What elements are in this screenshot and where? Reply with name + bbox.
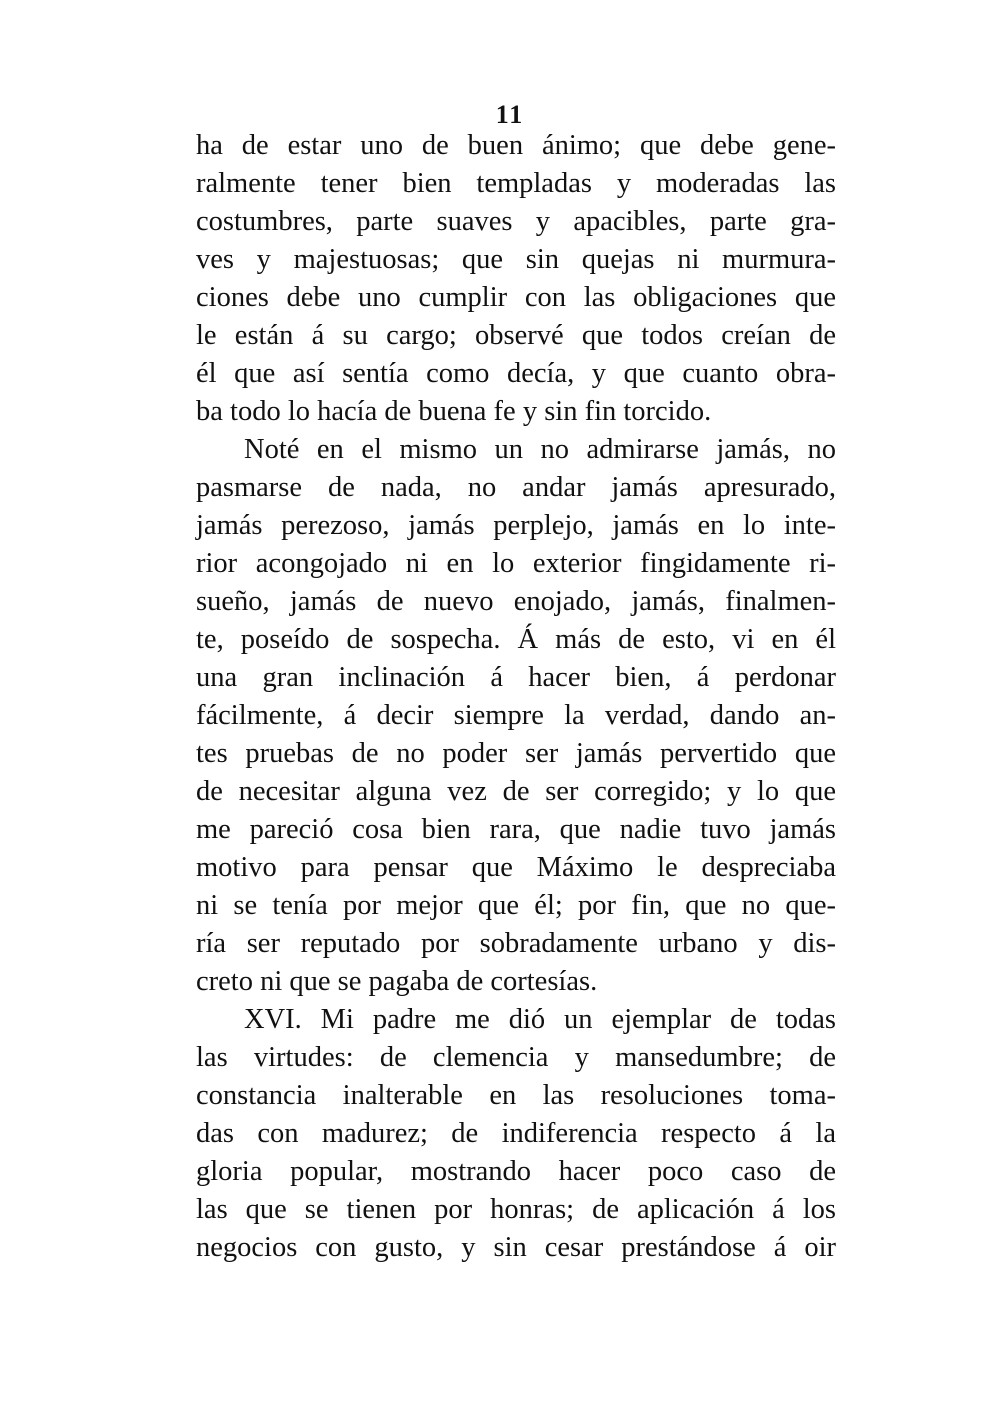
text-line: ba todo lo hacía de buena fe y sin fin torcido. [196, 396, 712, 427]
text-line: constancia inalterable en las resoluciones toma- [196, 1080, 836, 1111]
text-line: sueño, jamás de nuevo enojado, jamás, finalmen- [196, 586, 836, 617]
text-line: ves y majestuosas; que sin quejas ni murmura- [196, 244, 836, 275]
text-line: gloria popular, mostrando hacer poco caso de [196, 1156, 836, 1187]
text-line: ha de estar uno de buen ánimo; que debe gene- [196, 130, 836, 161]
text-line: das con madurez; de indiferencia respecto á la [196, 1118, 836, 1149]
text-line: le están á su cargo; observé que todos creían de [196, 320, 836, 351]
text-line: ría ser reputado por sobradamente urbano y dis- [196, 928, 836, 959]
body-text [196, 127, 836, 1267]
text-line: rior acongojado ni en lo exterior fingidamente ri- [196, 548, 836, 579]
text-line: ciones debe uno cumplir con las obligaciones que [196, 282, 836, 313]
text-line: me pareció cosa bien rara, que nadie tuvo jamás [196, 814, 836, 845]
text-line: XVI. Mi padre me dió un ejemplar de todas [244, 1004, 836, 1035]
text-line: te, poseído de sospecha. Á más de esto, vi en él [196, 624, 836, 655]
text-line: ni se tenía por mejor que él; por fin, que no que- [196, 890, 836, 921]
text-line: pasmarse de nada, no andar jamás apresurado, [196, 472, 836, 503]
text-line: negocios con gusto, y sin cesar prestándose á oir [196, 1232, 836, 1263]
page-number: 11 [495, 100, 525, 129]
text-line: jamás perezoso, jamás perplejo, jamás en lo inte- [196, 510, 836, 541]
text-line: las virtudes: de clemencia y mansedumbre; de [196, 1042, 836, 1073]
text-line: costumbres, parte suaves y apacibles, parte gra- [196, 206, 836, 237]
text-line: las que se tienen por honras; de aplicación á los [196, 1194, 836, 1225]
text-line: tes pruebas de no poder ser jamás pervertido que [196, 738, 836, 769]
text-line: ralmente tener bien templadas y moderadas las [196, 168, 836, 199]
text-line: de necesitar alguna vez de ser corregido; y lo que [196, 776, 836, 807]
text-line: una gran inclinación á hacer bien, á perdonar [196, 662, 836, 693]
text-line: motivo para pensar que Máximo le despreciaba [196, 852, 836, 883]
text-line: él que así sentía como decía, y que cuanto obra- [196, 358, 836, 389]
text-line: Noté en el mismo un no admirarse jamás, no [244, 434, 836, 465]
text-line: creto ni que se pagaba de cortesías. [196, 966, 598, 997]
text-line: fácilmente, á decir siempre la verdad, dando an- [196, 700, 836, 731]
